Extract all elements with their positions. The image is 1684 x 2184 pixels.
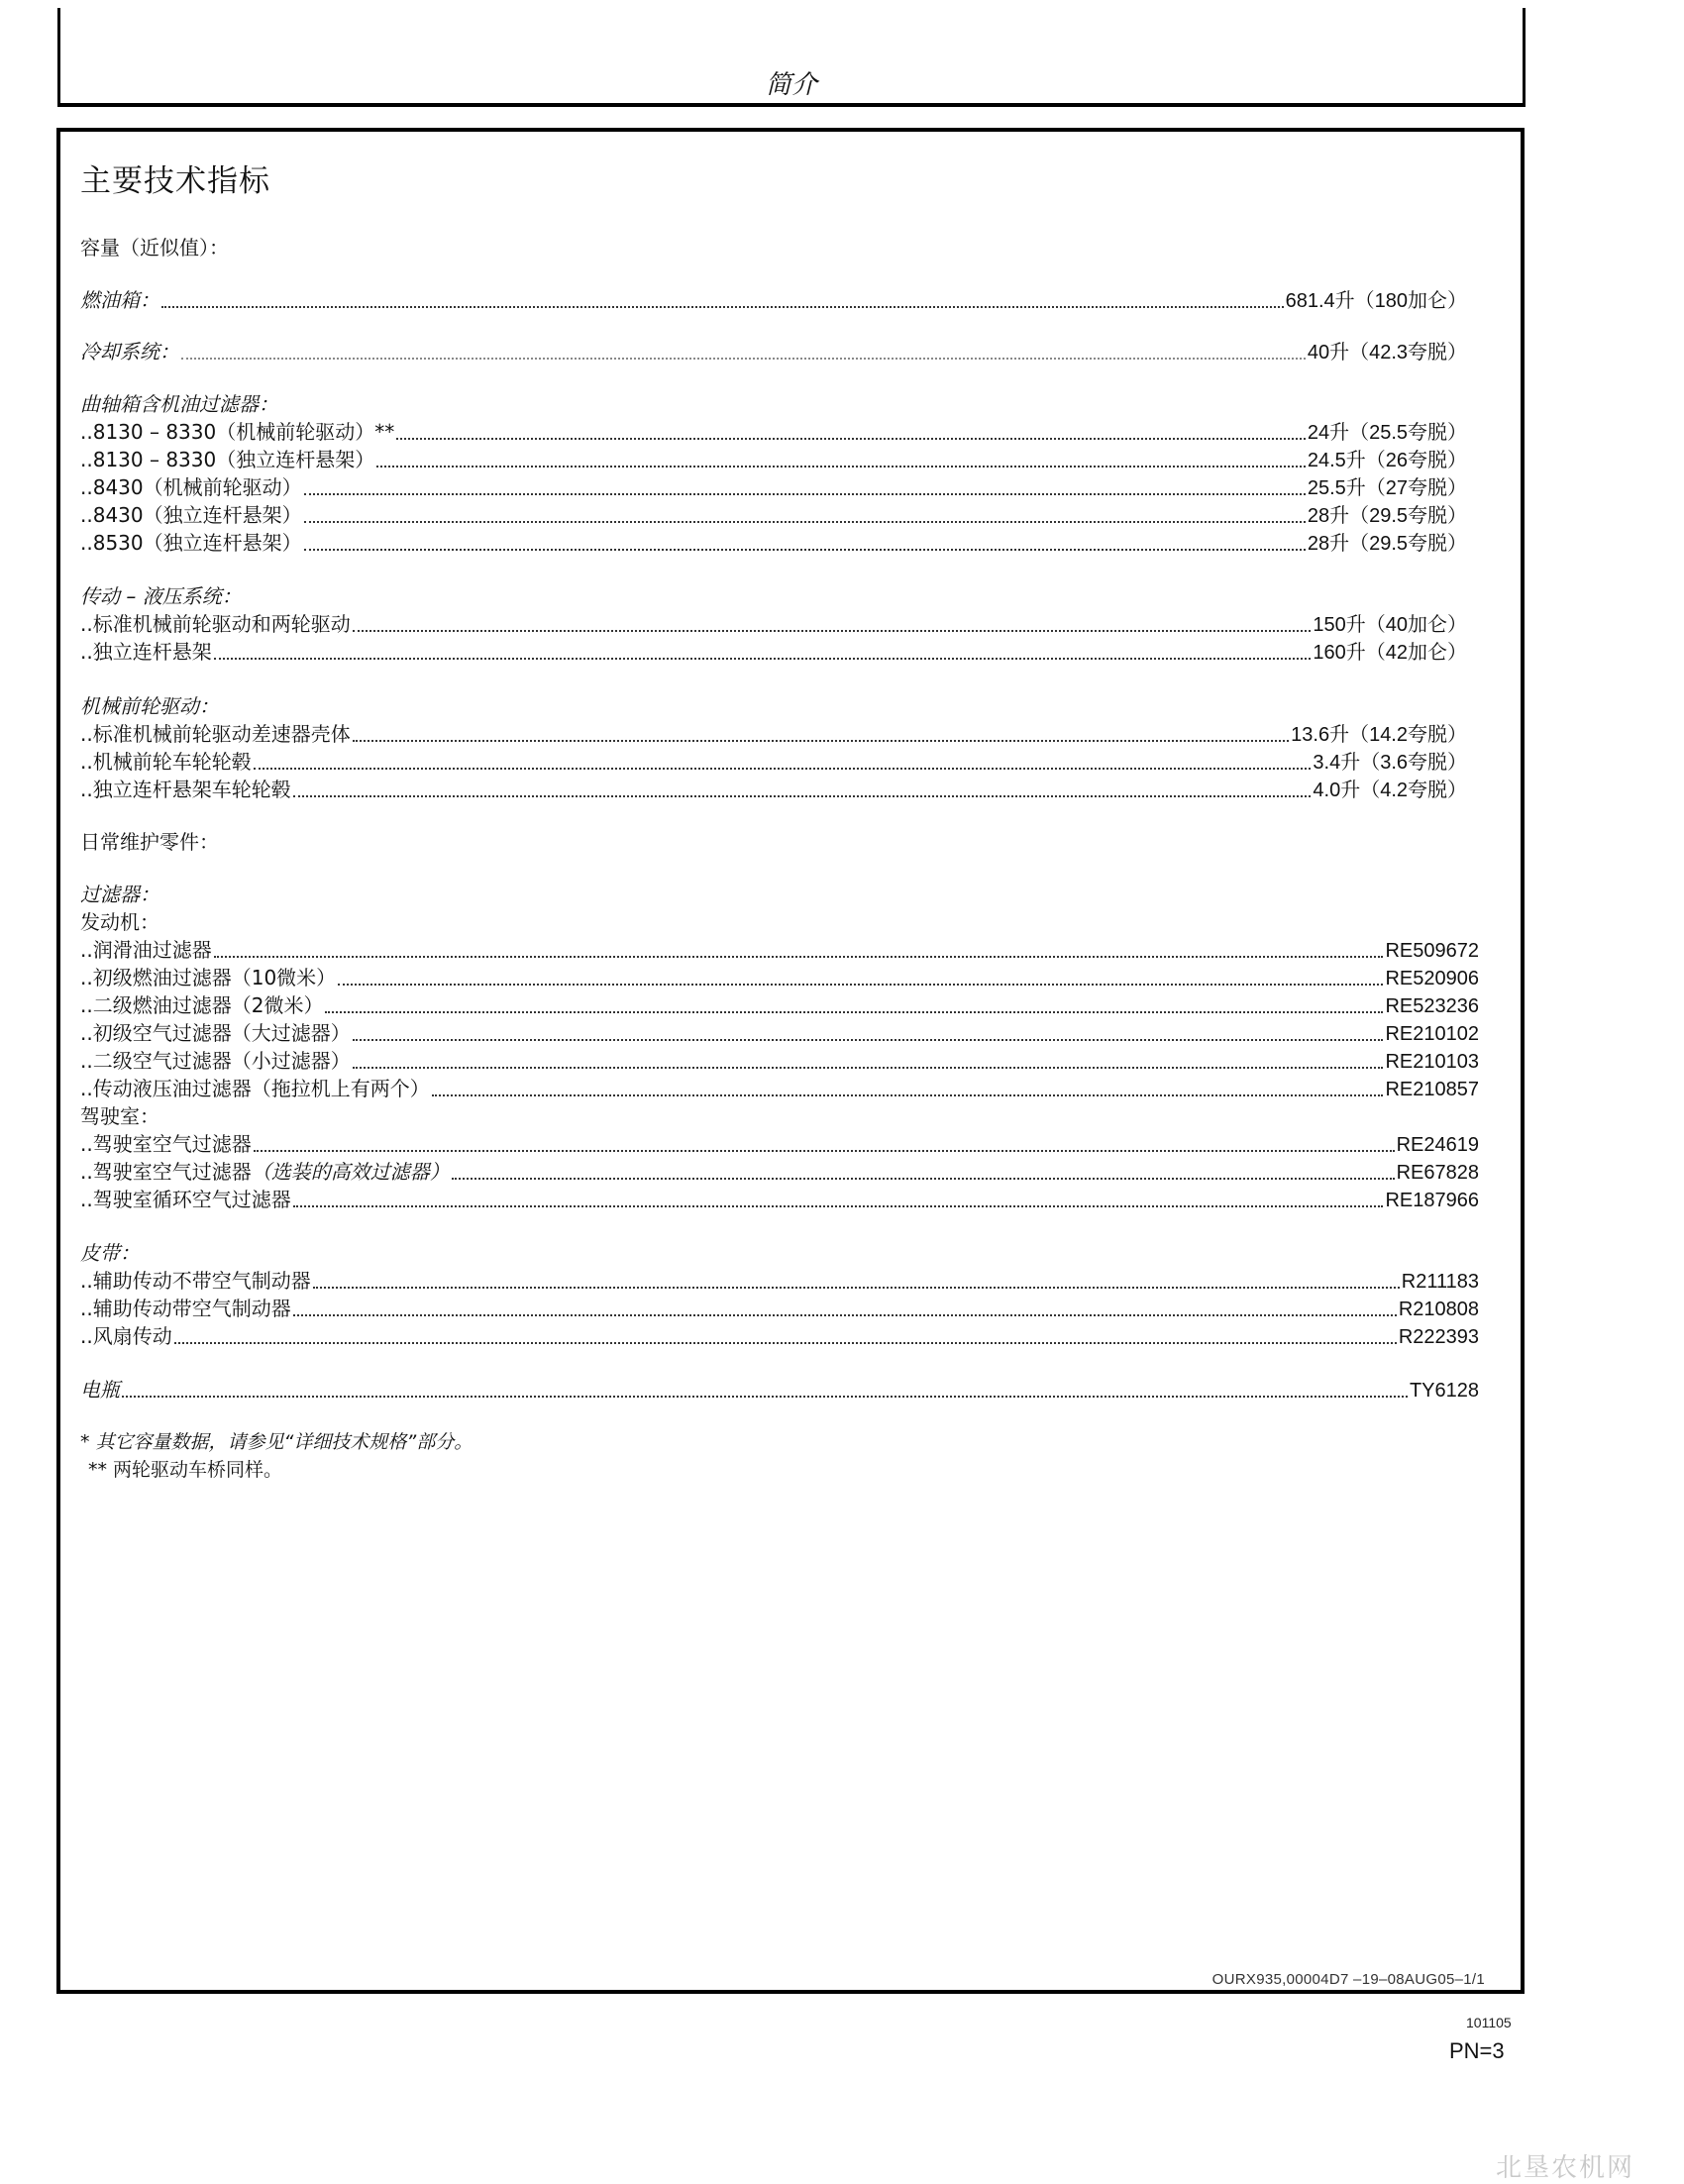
leader-dots [432,1094,1384,1096]
spec-row [80,529,1467,557]
leader-dots [353,1067,1384,1069]
spec-label: 冷却系统： [80,340,179,364]
spec-label: ..机械前轮车轮轮毂 [80,750,252,774]
part-number: RE520906 [1385,968,1479,989]
document-reference-code: OURX935,00004D7 –19–08AUG05–1/1 [1211,1971,1485,1988]
leader-dots [338,984,1383,986]
part-label: ..二级燃油过滤器（2微米） [80,993,324,1017]
spec-label: ..独立连杆悬架 [80,640,212,664]
part-row [80,1267,1479,1295]
date-code: 101105 [1466,2015,1512,2030]
part-row [80,964,1479,991]
part-number: R222393 [1398,1326,1479,1348]
part-row [80,1158,1479,1186]
part-label: ..传动液压油过滤器（拖拉机上有两个） [80,1077,430,1100]
spec-label: ..8430（机械前轮驱动） [80,475,302,499]
leader-dots [396,438,1306,440]
part-label: ..辅助传动带空气制动器 [80,1297,291,1320]
leader-dots [304,493,1306,495]
part-row [80,936,1479,964]
spec-label: 燃油箱： [80,288,159,312]
part-row [80,1075,1479,1102]
specifications-panel [56,128,1525,1994]
leader-dots [181,358,1306,360]
part-label: ..驾驶室空气过滤器 [80,1132,252,1156]
part-number: RE210857 [1385,1079,1479,1100]
page-number: PN=3 [1449,2038,1505,2063]
spec-row [80,776,1467,803]
spec-value: 24升（25.5夸脱） [1307,422,1467,444]
spec-value: 28升（29.5夸脱） [1307,505,1467,527]
spec-row [80,418,1467,446]
capacity-heading: 容量（近似值）： [80,236,229,260]
leader-dots [161,306,1284,308]
spec-row [80,446,1467,473]
part-label: ..初级空气过滤器（大过滤器） [80,1021,351,1045]
part-row [80,991,1479,1019]
spec-value: 681.4升（180加仑） [1285,290,1467,312]
leader-dots [122,1396,1408,1398]
part-number: RE67828 [1396,1162,1479,1184]
part-row [80,1295,1479,1322]
spec-row [80,720,1467,748]
leader-dots [293,1314,1397,1316]
spec-value: 28升（29.5夸脱） [1307,533,1467,555]
spec-value: 40升（42.3夸脱） [1307,342,1467,364]
leader-dots [174,1342,1397,1344]
spec-value: 13.6升（14.2夸脱） [1291,724,1467,746]
part-number: RE24619 [1396,1134,1479,1156]
leader-dots [376,466,1306,468]
spec-row [80,610,1467,638]
header-box [57,8,1526,107]
leader-dots [293,1205,1384,1207]
part-row-battery [80,1376,1479,1404]
spec-row [80,638,1467,666]
spec-row [80,501,1467,529]
watermark: 北垦农机网 [1496,2153,1635,2183]
part-number: TY6128 [1409,1380,1479,1402]
leader-dots [353,1039,1384,1041]
part-row [80,1186,1479,1213]
footnote-1: * 其它容量数据，请参见“详细技术规格”部分。 [80,1431,474,1453]
part-number: R211183 [1401,1271,1479,1293]
section-title: 简介 [765,70,817,100]
cab-subheading: 驾驶室： [80,1104,159,1128]
spec-row-fuel-tank [80,286,1467,314]
spec-label: ..标准机械前轮驱动和两轮驱动 [80,612,351,636]
transmission-hydraulic-heading: 传动 – 液压系统： [80,584,242,608]
spec-label: ..8130 – 8330（独立连杆悬架） [80,448,375,471]
spec-label: ..8130 – 8330（机械前轮驱动）** [80,420,395,444]
part-number: RE509672 [1385,940,1479,962]
part-row [80,1047,1479,1075]
spec-value: 160升（42加仑） [1313,642,1467,664]
leader-dots [452,1178,1395,1180]
spec-row [80,473,1467,501]
part-label: ..润滑油过滤器 [80,938,212,962]
spec-row [80,748,1467,776]
part-label: ..二级空气过滤器（小过滤器） [80,1049,351,1073]
belts-heading: 皮带： [80,1241,140,1265]
spec-value: 150升（40加仑） [1313,614,1467,636]
mfwd-heading: 机械前轮驱动： [80,694,219,718]
leader-dots [353,630,1312,632]
spec-label: ..8530（独立连杆悬架） [80,531,302,555]
part-row [80,1322,1479,1350]
part-label: ..驾驶室循环空气过滤器 [80,1188,291,1211]
spec-label: ..标准机械前轮驱动差速器壳体 [80,722,351,746]
page-title: 主要技术指标 [80,163,270,199]
part-number: RE210103 [1385,1051,1479,1073]
footnote-2: ** 两轮驱动车桥同样。 [88,1459,283,1481]
part-label: ..风扇传动 [80,1324,172,1348]
spec-label: ..独立连杆悬架车轮轮毂 [80,778,291,801]
leader-dots [293,795,1312,797]
spec-row-cooling-system [80,338,1467,365]
leader-dots [353,740,1289,742]
spec-value: 4.0升（4.2夸脱） [1313,780,1467,801]
maintenance-heading: 日常维护零件： [80,830,219,854]
crankcase-heading: 曲轴箱含机油过滤器： [80,392,278,416]
part-label: 电瓶 [80,1378,120,1402]
leader-dots [214,956,1384,958]
part-number: RE523236 [1385,995,1479,1017]
part-number: RE187966 [1385,1190,1479,1211]
filters-heading: 过滤器： [80,883,159,906]
leader-dots [304,521,1306,523]
part-number: RE210102 [1385,1023,1479,1045]
part-label: ..驾驶室空气过滤器 [80,1160,252,1184]
part-note: （选装的高效过滤器） [251,1160,450,1184]
leader-dots [254,768,1312,770]
leader-dots [304,549,1306,551]
leader-dots [214,658,1312,660]
leader-dots [313,1287,1400,1289]
part-number: R210808 [1398,1299,1479,1320]
engine-subheading: 发动机： [80,910,159,934]
spec-value: 3.4升（3.6夸脱） [1313,752,1467,774]
part-row [80,1019,1479,1047]
leader-dots [325,1011,1383,1013]
spec-label: ..8430（独立连杆悬架） [80,503,302,527]
spec-value: 24.5升（26夸脱） [1307,450,1467,471]
part-row [80,1130,1479,1158]
leader-dots [254,1150,1395,1152]
spec-value: 25.5升（27夸脱） [1307,477,1467,499]
part-label: ..初级燃油过滤器（10微米） [80,966,337,989]
part-label: ..辅助传动不带空气制动器 [80,1269,311,1293]
